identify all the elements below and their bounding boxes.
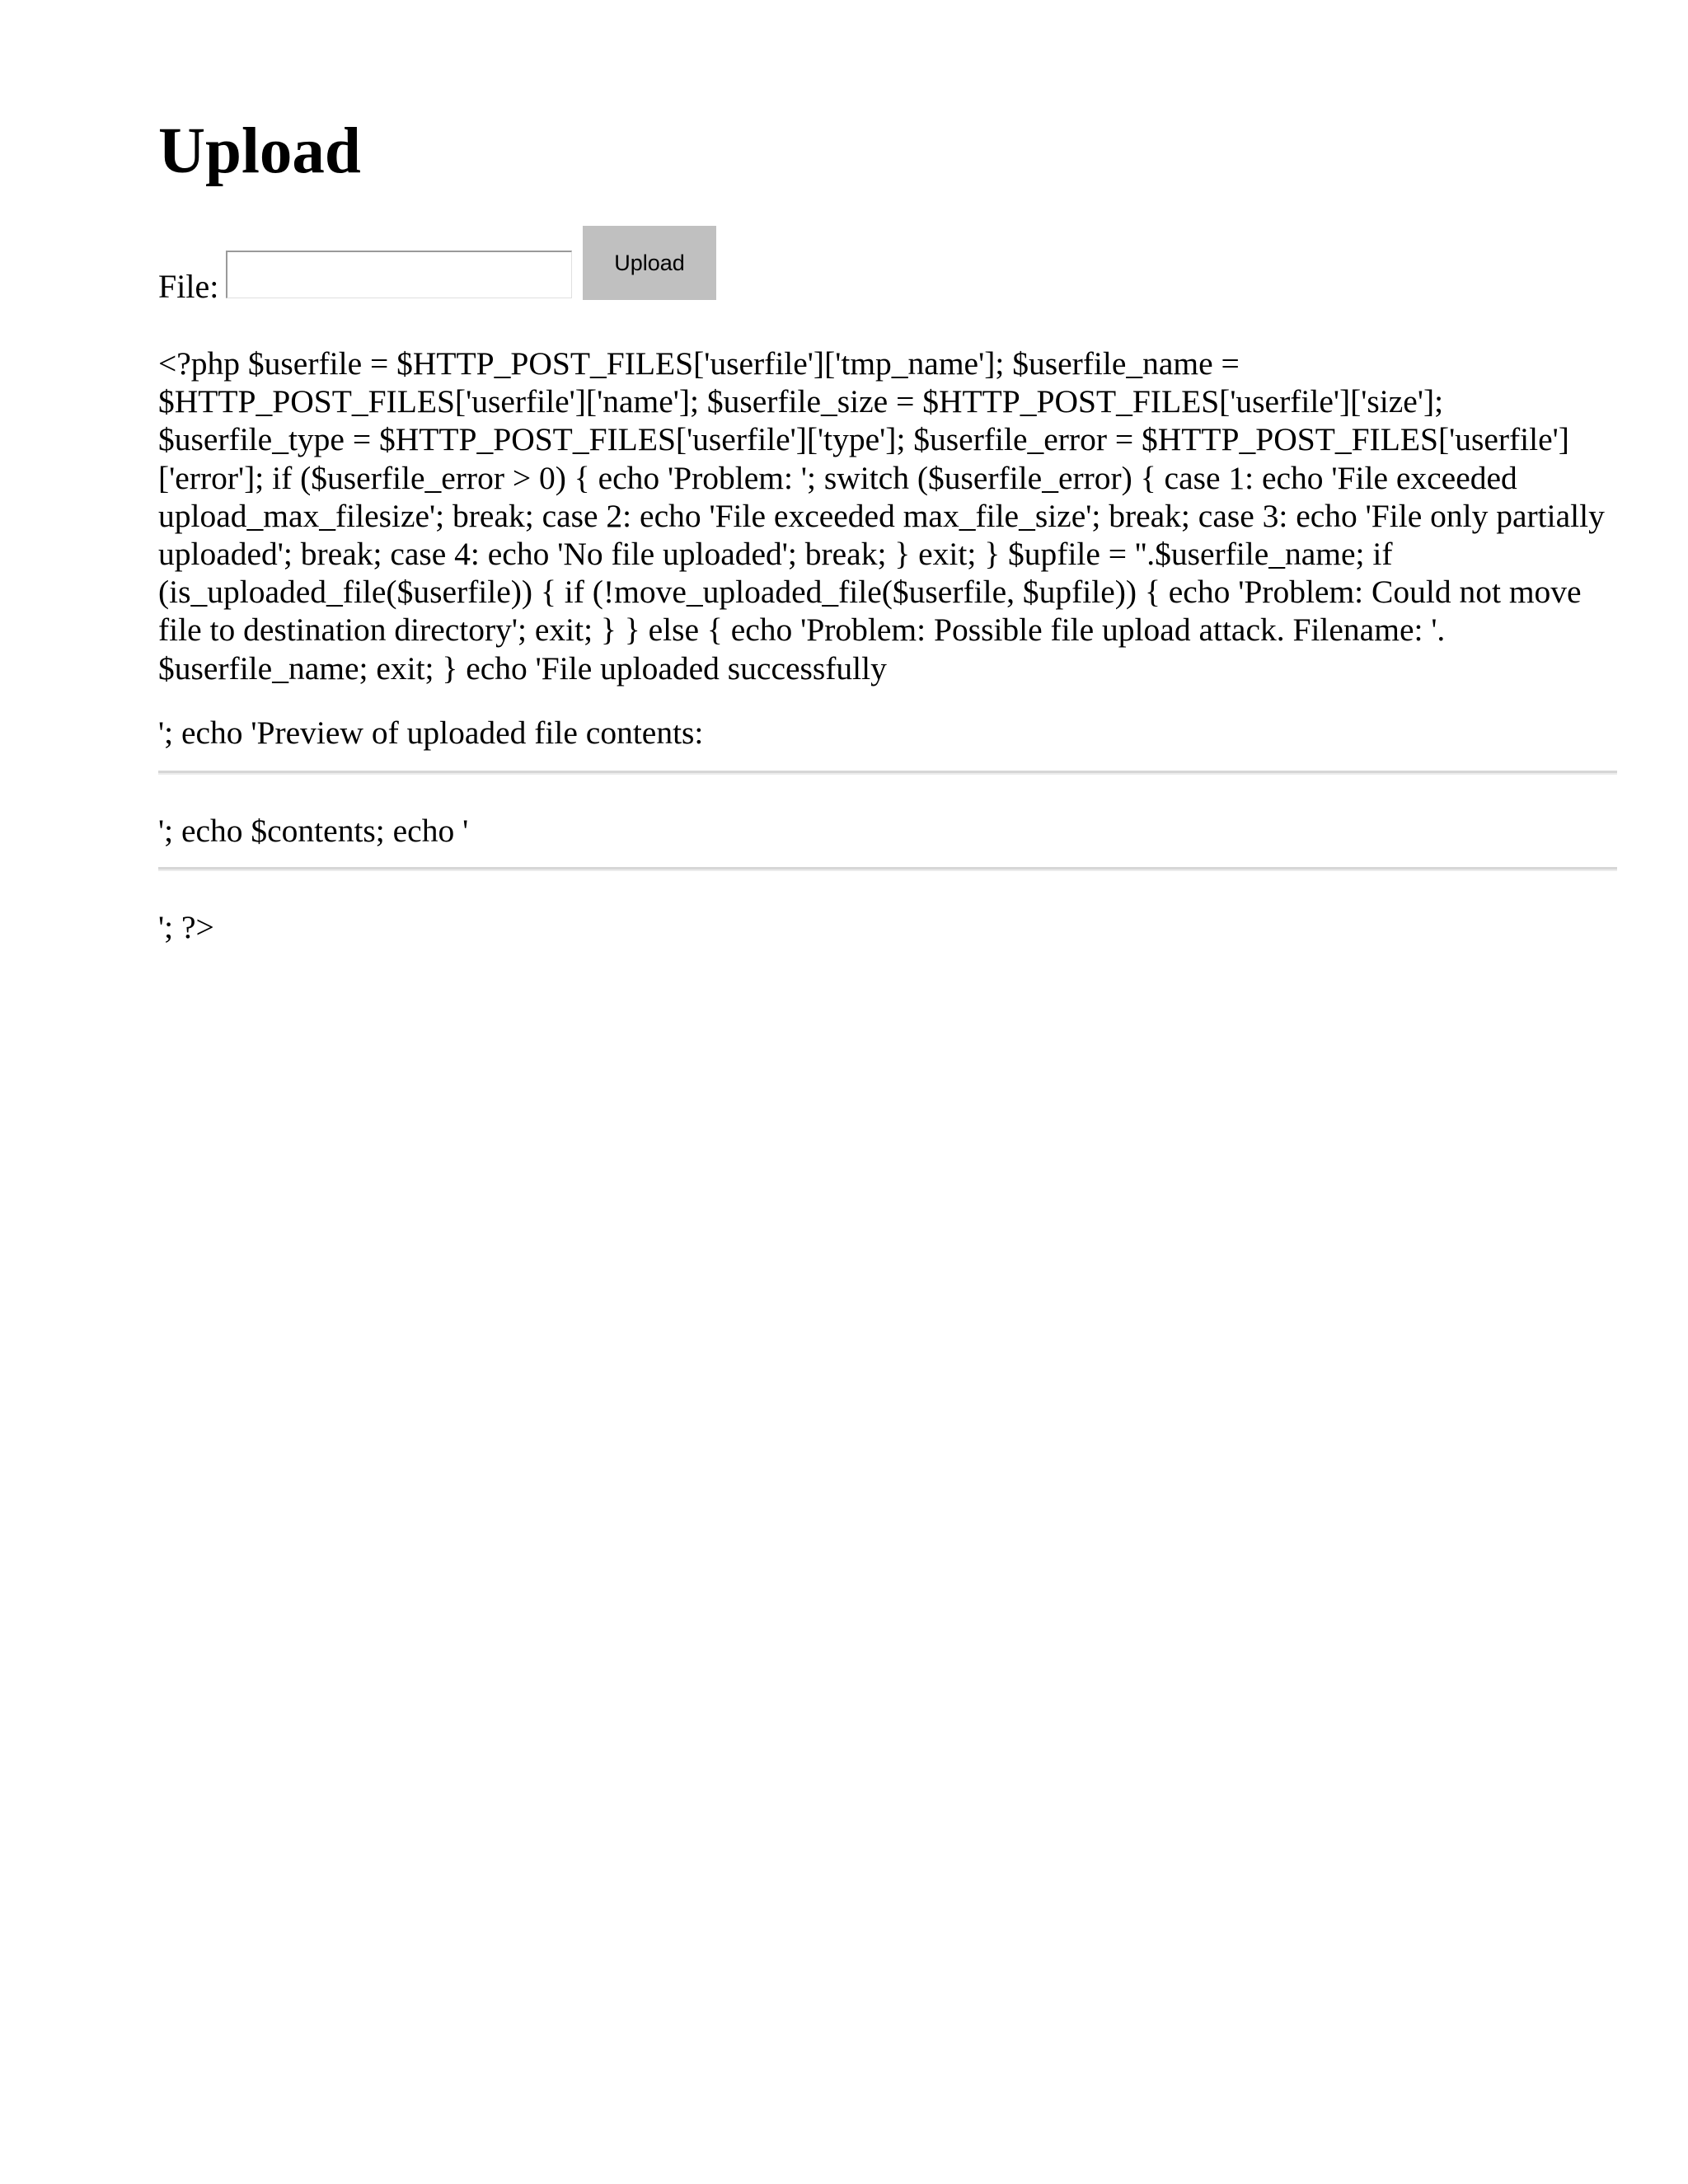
file-input[interactable]: [226, 251, 572, 298]
php-source-text: <?php $userfile = $HTTP_POST_FILES['userfile']['tmp_name']; $userfile_name = $HTTP_POST_FILES['userfile']['name']; $userfile_size = $HTTP_POST_FILES['userfile']['size']; $userfile_type = $HTTP_POST_FILES['userfile']['type']; $userfile_error = $HTTP_POST_FILES['userfile'] ['error']; if ($userfile_error > 0) { echo 'Problem: '; switch ($userfile_error) { case 1: echo 'File exceeded upload_max_filesize'; break; case 2: echo 'File exceeded max_file_size'; break; case 3: echo 'File only partially uploaded'; break; case 4: echo 'No file uploaded'; break; } exit; } $upfile = ''.$userfile_name; if (is_uploaded_file($userfile)) { if (!move_uploaded_file($userfile, $upfile)) { echo 'Problem: Could not move file to destination directory'; exit; } } else { echo 'Problem: Possible file upload attack. Filename: '. $userfile_name; exit; } echo 'File uploaded successfully: [158, 345, 1605, 687]
page-title: Upload: [158, 115, 361, 187]
horizontal-rule: [158, 771, 1617, 775]
upload-button[interactable]: Upload: [583, 226, 716, 300]
closing-text: '; ?>: [158, 909, 214, 945]
upload-form: [158, 226, 982, 305]
horizontal-rule: [158, 867, 1617, 871]
preview-text: '; echo 'Preview of uploaded file contents:: [158, 715, 704, 751]
file-label: File:: [158, 268, 219, 305]
contents-text: '; echo $contents; echo ': [158, 813, 469, 849]
